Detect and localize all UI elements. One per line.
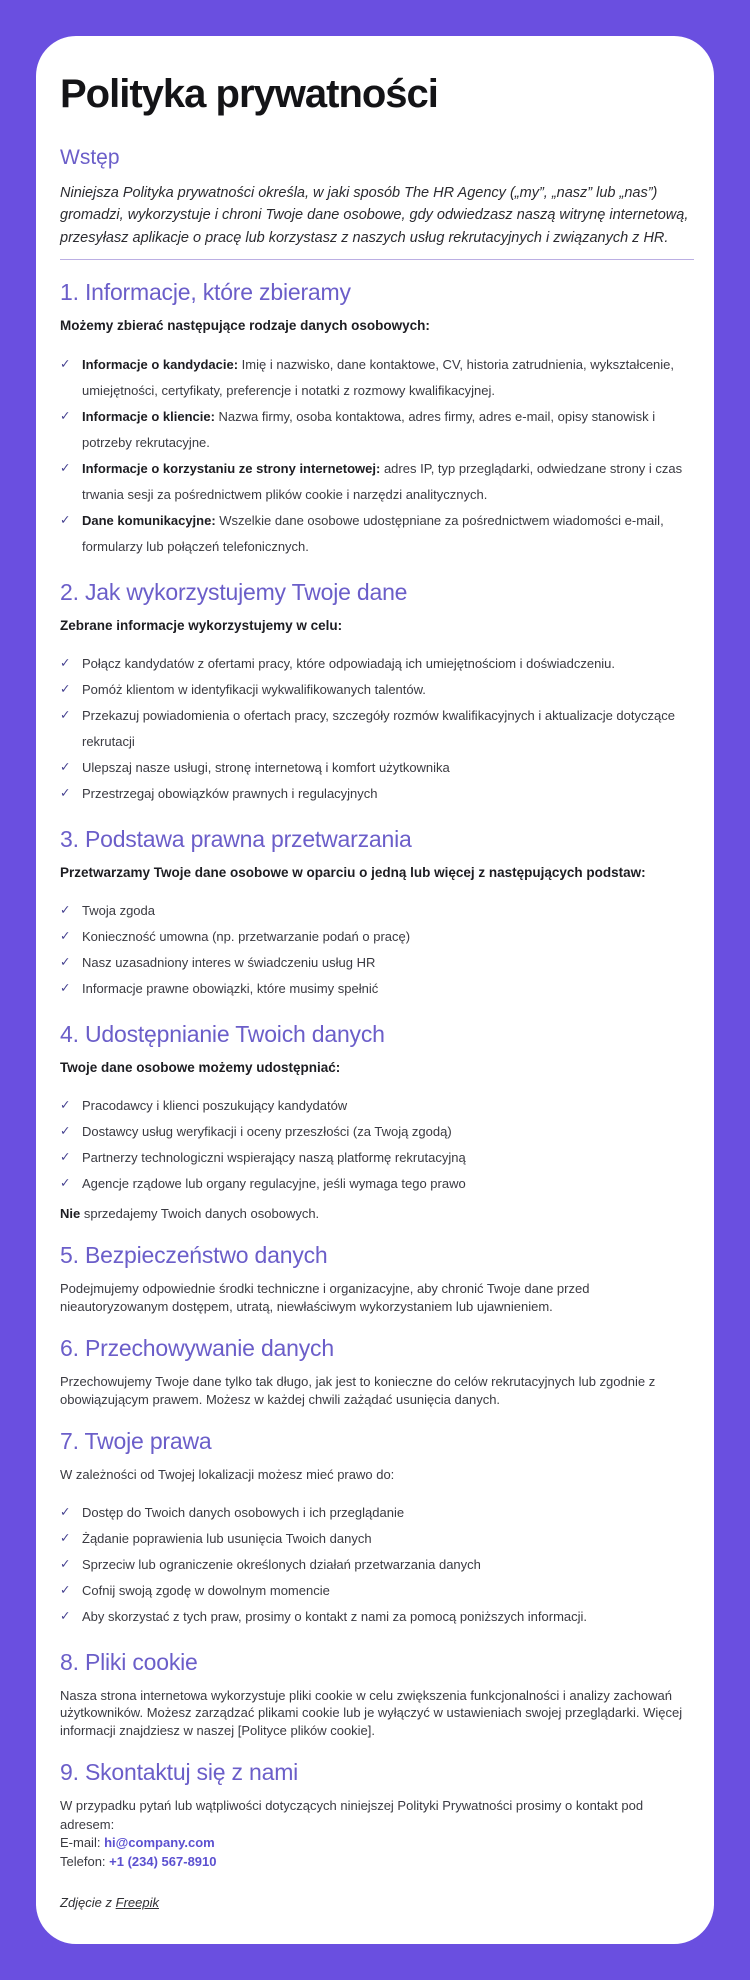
check-icon: ✓: [60, 1556, 71, 1571]
check-icon: ✓: [60, 1530, 71, 1545]
section-list: [60, 898, 694, 1002]
list-item: [60, 898, 694, 924]
section-list: [60, 1093, 694, 1197]
contact-heading: 9. Skontaktuj się z nami: [60, 1759, 299, 1786]
list-item-text: Ulepszaj nasze usługi, stronę internetową i komfort użytkownika: [82, 759, 450, 775]
section-paragraph: Przechowujemy Twoje dane tylko tak długo, jak jest to konieczne do celów rekrutacyjnych lub zgodnie z obowiązującym prawem. Możesz w każdej chwili zażądać usunięcia danych.: [60, 1374, 656, 1408]
list-item-text: Nasz uzasadniony interes w świadczeniu usług HR: [82, 954, 376, 970]
list-item: [60, 677, 694, 703]
check-icon: ✓: [60, 408, 71, 423]
list-item: [60, 950, 694, 976]
intro-heading: Wstęp: [60, 146, 120, 169]
policy-section: [60, 1334, 694, 1409]
section-lead: Zebrane informacje wykorzystujemy w celu:: [60, 617, 343, 633]
contact-intro: W przypadku pytań lub wątpliwości dotyczących niniejszej Polityki Prywatności prosimy o kontakt pod adresem:: [60, 1798, 644, 1832]
policy-section: [60, 278, 694, 559]
policy-sections: [60, 278, 694, 1740]
check-icon: ✓: [60, 1098, 71, 1113]
list-item: [60, 1500, 694, 1526]
divider: [60, 259, 694, 260]
list-item-text: Żądanie poprawienia lub usunięcia Twoich danych: [82, 1530, 372, 1546]
policy-section: [60, 1241, 694, 1316]
section-heading: 7. Twoje prawa: [60, 1428, 212, 1455]
contact-section: [60, 1758, 694, 1871]
list-item-text: Agencje rządowe lub organy regulacyjne, jeśli wymaga tego prawo: [82, 1176, 466, 1192]
section-lead: Możemy zbierać następujące rodzaje danych osobowych:: [60, 318, 430, 334]
email-label: E-mail:: [60, 1835, 105, 1851]
section-list: [60, 651, 694, 807]
list-item: [60, 508, 694, 560]
section-note: Nie sprzedajemy Twoich danych osobowych.: [60, 1206, 320, 1222]
contact-email-line: [60, 1834, 694, 1852]
section-paragraph: Nasza strona internetowa wykorzystuje pliki cookie w celu zwiększenia funkcjonalności i analizy zachowań użytkowników. Możesz zarządzać plikami cookie lub je wyłączyć w ustawieniach swojej przeglądarki. Więcej informacji znajdziesz w naszej [Polityce plików cookie].: [60, 1687, 683, 1739]
check-icon: ✓: [60, 1582, 71, 1597]
list-item-text: Pracodawcy i klienci poszukujący kandydatów: [82, 1098, 348, 1114]
check-icon: ✓: [60, 460, 71, 475]
list-item: [60, 703, 694, 755]
list-item-text: Twoja zgoda: [82, 902, 155, 918]
list-item-text: Połącz kandydatów z ofertami pracy, które odpowiadają ich umiejętnościom i doświadczeniu.: [82, 655, 616, 671]
list-item: [60, 1119, 694, 1145]
list-item-text: Informacje o kandydacie: Imię i nazwisko, dane kontaktowe, CV, historia zatrudnienia, wykształcenie, umiejętności, certyfikaty, preferencje i notatki z rozmowy kwalifikacyjnej.: [82, 356, 675, 398]
image-credit: [60, 1895, 694, 1910]
list-item-text: Sprzeciw lub ograniczenie określonych działań przetwarzania danych: [82, 1556, 481, 1572]
policy-section: [60, 1648, 694, 1741]
list-item: [60, 1171, 694, 1197]
list-item: [60, 924, 694, 950]
list-item: [60, 1578, 694, 1604]
section-heading: 4. Udostępnianie Twoich danych: [60, 1020, 385, 1047]
list-item: [60, 1093, 694, 1119]
check-icon: ✓: [60, 707, 71, 722]
list-item-text: Aby skorzystać z tych praw, prosimy o kontakt z nami za pomocą poniższych informacji.: [82, 1608, 588, 1624]
list-item: [60, 404, 694, 456]
list-item-text: Informacje o korzystaniu ze strony internetowej: adres IP, typ przeglądarki, odwiedzane strony i czas trwania sesji za pośrednictwem plików cookie i narzędzi analitycznych.: [82, 460, 683, 502]
policy-section: [60, 578, 694, 807]
email-link[interactable]: hi@company.com: [104, 1835, 215, 1851]
list-item-text: Dane komunikacyjne: Wszelkie dane osobowe udostępniane za pośrednictwem wiadomości e-mail, formularzy lub połączeń telefonicznych.: [82, 512, 664, 554]
list-item-text: Pomóż klientom w identyfikacji wykwalifikowanych talentów.: [82, 681, 426, 697]
list-item: [60, 976, 694, 1002]
section-heading: 5. Bezpieczeństwo danych: [60, 1242, 328, 1269]
section-list: [60, 1500, 694, 1630]
section-list: [60, 352, 694, 560]
section-paragraph: Podejmujemy odpowiednie środki techniczne i organizacyjne, aby chronić Twoje dane przed nieautoryzowanym dostępem, utratą, niewłaściwym wykorzystaniem lub ujawnieniem.: [60, 1281, 590, 1315]
section-lead: Twoje dane osobowe możemy udostępniać:: [60, 1059, 341, 1075]
check-icon: ✓: [60, 928, 71, 943]
check-icon: ✓: [60, 1608, 71, 1623]
policy-section: [60, 1020, 694, 1223]
list-item: [60, 781, 694, 807]
check-icon: ✓: [60, 512, 71, 527]
page-title: Polityka prywatności: [60, 72, 438, 116]
check-icon: ✓: [60, 1176, 71, 1191]
list-item-text: Informacje o kliencie: Nazwa firmy, osoba kontaktowa, adres firmy, adres e-mail, opisy stanowisk i potrzeby rekrutacyjne.: [82, 408, 656, 450]
list-item-text: Dostawcy usług weryfikacji i oceny przeszłości (za Twoją zgodą): [82, 1124, 452, 1140]
section-heading: 1. Informacje, które zbieramy: [60, 279, 351, 306]
phone-link[interactable]: +1 (234) 567-8910: [109, 1853, 217, 1869]
section-lead: Przetwarzamy Twoje dane osobowe w oparciu o jedną lub więcej z następujących podstaw:: [60, 864, 646, 880]
list-item: [60, 651, 694, 677]
policy-section: [60, 825, 694, 1002]
section-heading: 6. Przechowywanie danych: [60, 1335, 334, 1362]
list-item: [60, 352, 694, 404]
check-icon: ✓: [60, 655, 71, 670]
section-heading: 2. Jak wykorzystujemy Twoje dane: [60, 578, 408, 605]
list-item: [60, 1552, 694, 1578]
section-heading: 3. Podstawa prawna przetwarzania: [60, 825, 412, 852]
contact-phone-line: [60, 1853, 694, 1871]
credit-prefix: Zdjęcie z: [60, 1895, 116, 1911]
list-item-text: Informacje prawne obowiązki, które musimy spełnić: [82, 980, 379, 996]
check-icon: ✓: [60, 1124, 71, 1139]
list-item: [60, 456, 694, 508]
list-item-text: Dostęp do Twoich danych osobowych i ich przeglądanie: [82, 1504, 405, 1520]
check-icon: ✓: [60, 681, 71, 696]
check-icon: ✓: [60, 980, 71, 995]
policy-card: [36, 36, 714, 1944]
section-heading: 8. Pliki cookie: [60, 1648, 198, 1675]
check-icon: ✓: [60, 759, 71, 774]
list-item: [60, 1145, 694, 1171]
list-item: [60, 755, 694, 781]
list-item-text: Konieczność umowna (np. przetwarzanie podań o pracę): [82, 928, 411, 944]
list-item: [60, 1526, 694, 1552]
policy-section: [60, 1427, 694, 1630]
check-icon: ✓: [60, 954, 71, 969]
check-icon: ✓: [60, 785, 71, 800]
section-lead: W zależności od Twojej lokalizacji możesz mieć prawo do:: [60, 1467, 395, 1482]
check-icon: ✓: [60, 902, 71, 917]
list-item: [60, 1604, 694, 1630]
check-icon: ✓: [60, 1504, 71, 1519]
list-item-text: Przestrzegaj obowiązków prawnych i regulacyjnych: [82, 785, 378, 801]
intro-block: [60, 146, 694, 249]
check-icon: ✓: [60, 1150, 71, 1165]
check-icon: ✓: [60, 356, 71, 371]
freepik-link[interactable]: Freepik: [115, 1895, 159, 1911]
intro-text: Niniejsza Polityka prywatności określa, w jaki sposób The HR Agency („my”, „nasz” lub „nas”) gromadzi, wykorzystuje i chroni Twoje dane osobowe, gdy odwiedzasz naszą witrynę internetową, przesyłasz aplikacje o pracę lub korzystasz z naszych usług rekrutacyjnych i związanych z HR.: [60, 185, 689, 246]
list-item-text: Partnerzy technologiczni wspierający naszą platformę rekrutacyjną: [82, 1150, 466, 1166]
list-item-text: Przekazuj powiadomienia o ofertach pracy, szczegóły rozmów kwalifikacyjnych i aktualizacje dotyczące rekrutacji: [82, 707, 675, 749]
list-item-text: Cofnij swoją zgodę w dowolnym momencie: [82, 1582, 330, 1598]
phone-label: Telefon:: [60, 1853, 110, 1869]
